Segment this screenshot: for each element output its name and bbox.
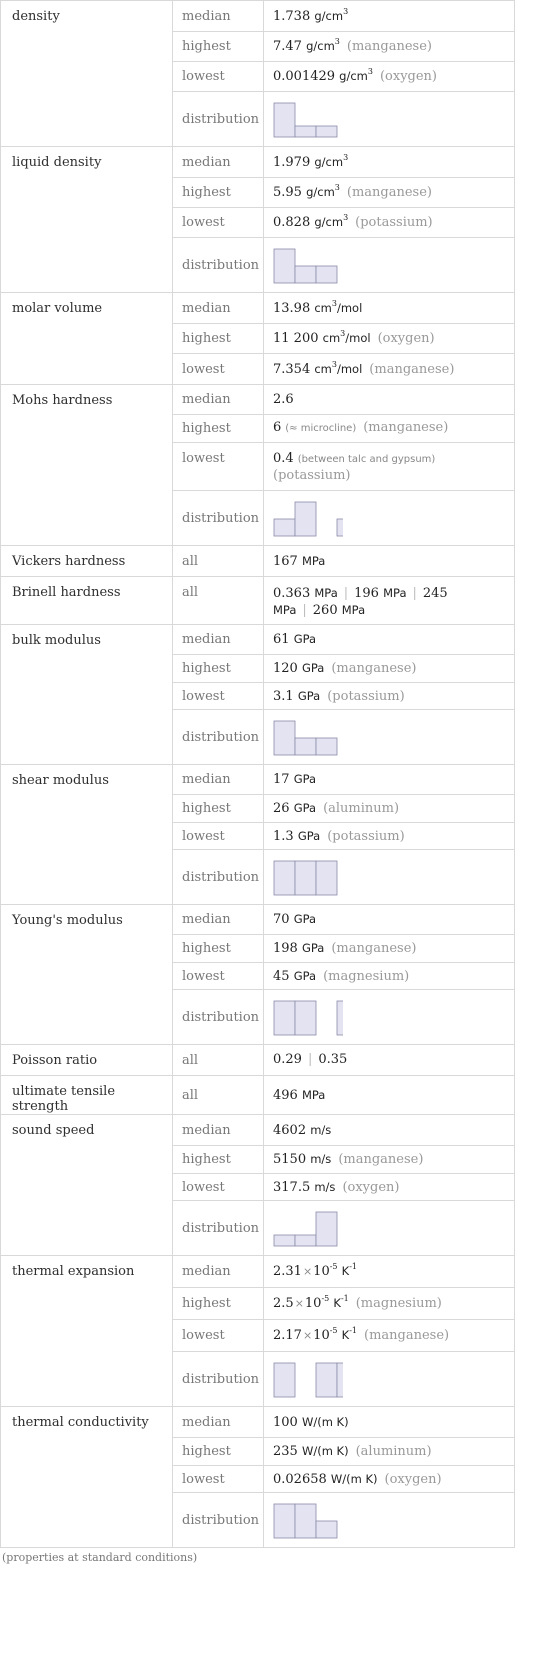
sub-label: median [173,625,264,655]
distribution-histogram [273,1209,343,1249]
distribution-histogram [273,499,343,539]
distribution-histogram [273,858,343,898]
distribution-cell [264,491,515,546]
property-name: bulk modulus [1,625,173,765]
sub-label: median [173,385,264,415]
histogram-bar [295,738,316,755]
sub-label: lowest [173,823,264,850]
histogram-bar [316,738,337,755]
histogram-bar [295,861,316,895]
table-row [1,1045,515,1076]
value-cell: 0.4 (between talc and gypsum) (potassium) [264,443,515,491]
value-cell: 317.5 m/s (oxygen) [264,1174,515,1201]
value-cell: 26 GPa (aluminum) [264,795,515,823]
sub-label: median [173,293,264,324]
property-name: thermal conductivity [1,1407,173,1548]
table-row [1,905,515,935]
histogram-bar [274,1235,295,1246]
distribution-cell [264,92,515,147]
histogram-bar [295,1235,316,1246]
distribution-cell [264,238,515,293]
sub-label: lowest [173,443,264,491]
value-cell: 4602 m/s [264,1115,515,1146]
value-cell: 13.98 $cm^3$/mol [264,293,515,324]
value-cell: 5150 m/s (manganese) [264,1146,515,1174]
histogram-bar [316,1521,337,1538]
value-cell: 1.738 $g/cm^3$ [264,1,515,32]
sub-label: highest [173,178,264,208]
table-row [1,577,515,625]
sub-label: distribution [173,238,264,293]
sub-label: median [173,1256,264,1288]
sub-label: median [173,905,264,935]
distribution-cell [264,850,515,905]
property-name: shear modulus [1,765,173,905]
table-row [1,546,515,577]
sub-label: lowest [173,208,264,238]
value-cell: 1.979 $g/cm^3$ [264,147,515,178]
sub-label: highest [173,32,264,62]
sub-label: distribution [173,1201,264,1256]
histogram-bar [274,861,295,895]
distribution-histogram [273,1360,343,1400]
sub-label: highest [173,1146,264,1174]
histogram-bar [337,1363,343,1397]
value-cell: 70 GPa [264,905,515,935]
property-name: Brinell hardness [1,577,173,625]
distribution-cell [264,1201,515,1256]
sub-label: all [173,577,264,625]
sub-label: all [173,1045,264,1076]
sub-label: median [173,1407,264,1438]
value-cell: 6 (≈ microcline) (manganese) [264,415,515,443]
table-row [1,1256,515,1288]
sub-label: all [173,1076,264,1115]
distribution-histogram [273,100,343,140]
sub-label: highest [173,655,264,683]
sub-label: distribution [173,710,264,765]
distribution-cell [264,1352,515,1407]
table-row [1,1407,515,1438]
histogram-bar [295,502,316,536]
property-name: Vickers hardness [1,546,173,577]
histogram-bar [316,1363,337,1397]
histogram-bar [316,1212,337,1246]
sub-label: distribution [173,850,264,905]
distribution-cell [264,1493,515,1548]
table-row [1,147,515,178]
histogram-bar [337,519,343,536]
value-cell: 61 GPa [264,625,515,655]
property-name: Mohs hardness [1,385,173,546]
distribution-cell [264,710,515,765]
sub-label: distribution [173,1352,264,1407]
table-row [1,385,515,415]
sub-label: lowest [173,1466,264,1493]
value-cell: 7.354 $cm^3$/mol (manganese) [264,354,515,385]
value-cell: 0.001429 $g/cm^3$ (oxygen) [264,62,515,92]
value-cell: 496 MPa [264,1076,515,1115]
sub-label: lowest [173,683,264,710]
histogram-bar [295,266,316,283]
value-cell: 0.29 | 0.35 [264,1045,515,1076]
sub-label: highest [173,1288,264,1320]
table-row [1,765,515,795]
sub-label: median [173,147,264,178]
value-cell: 3.1 GPa (potassium) [264,683,515,710]
table-row [1,1,515,32]
value-cell: 11 200 $cm^3$/mol (oxygen) [264,324,515,354]
value-cell: 0.828 $g/cm^3$ (potassium) [264,208,515,238]
table-row [1,1076,515,1115]
value-cell: 0.363 MPa | 196 MPa | 245 MPa | 260 MPa [264,577,515,625]
value-cell: 120 GPa (manganese) [264,655,515,683]
sub-label: lowest [173,1174,264,1201]
sub-label: lowest [173,1320,264,1352]
sub-label: all [173,546,264,577]
sub-label: highest [173,795,264,823]
histogram-bar [274,721,295,755]
sub-label: highest [173,415,264,443]
value-cell: 167 MPa [264,546,515,577]
histogram-bar [316,266,337,283]
histogram-bar [316,861,337,895]
sub-label: distribution [173,1493,264,1548]
value-cell: 235 W/(m K) (aluminum) [264,1438,515,1466]
sub-label: median [173,765,264,795]
histogram-bar [295,1504,316,1538]
property-name: Poisson ratio [1,1045,173,1076]
histogram-bar [274,519,295,536]
sub-label: highest [173,935,264,963]
sub-label: lowest [173,354,264,385]
property-name: molar volume [1,293,173,385]
value-cell: 7.47 $g/cm^3$ (manganese) [264,32,515,62]
footnote: (properties at standard conditions) [2,1551,198,1564]
histogram-bar [274,249,295,283]
table-row [1,625,515,655]
property-name: ultimate tensile strength [1,1076,173,1115]
value-cell: $2.31\times 10^{-5}$ $K^{-1}$ [264,1256,515,1288]
value-cell: $2.17\times 10^{-5}$ $K^{-1}$ (manganese) [264,1320,515,1352]
sub-label: highest [173,1438,264,1466]
histogram-bar [295,126,316,137]
sub-label: lowest [173,62,264,92]
value-cell: 45 GPa (magnesium) [264,963,515,990]
histogram-bar [337,1001,343,1035]
value-cell: 5.95 $g/cm^3$ (manganese) [264,178,515,208]
histogram-bar [295,1001,316,1035]
distribution-histogram [273,1501,343,1541]
value-cell: 17 GPa [264,765,515,795]
distribution-cell [264,990,515,1045]
distribution-histogram [273,246,343,286]
sub-label: distribution [173,92,264,147]
distribution-histogram [273,718,343,758]
property-name: sound speed [1,1115,173,1256]
table-row [1,1115,515,1146]
sub-label: median [173,1,264,32]
histogram-bar [274,1001,295,1035]
property-name: Young's modulus [1,905,173,1045]
property-name: liquid density [1,147,173,293]
value-cell: 1.3 GPa (potassium) [264,823,515,850]
histogram-bar [274,103,295,137]
value-cell: 0.02658 W/(m K) (oxygen) [264,1466,515,1493]
value-cell: 198 GPa (manganese) [264,935,515,963]
property-name: density [1,1,173,147]
sub-label: distribution [173,491,264,546]
sub-label: highest [173,324,264,354]
property-name: thermal expansion [1,1256,173,1407]
sub-label: lowest [173,963,264,990]
sub-label: median [173,1115,264,1146]
histogram-bar [316,126,337,137]
table-row [1,293,515,324]
value-cell: 2.6 [264,385,515,415]
histogram-bar [274,1363,295,1397]
value-cell: $2.5\times 10^{-5}$ $K^{-1}$ (magnesium) [264,1288,515,1320]
histogram-bar [274,1504,295,1538]
distribution-histogram [273,998,343,1038]
sub-label: distribution [173,990,264,1045]
value-cell: 100 W/(m K) [264,1407,515,1438]
